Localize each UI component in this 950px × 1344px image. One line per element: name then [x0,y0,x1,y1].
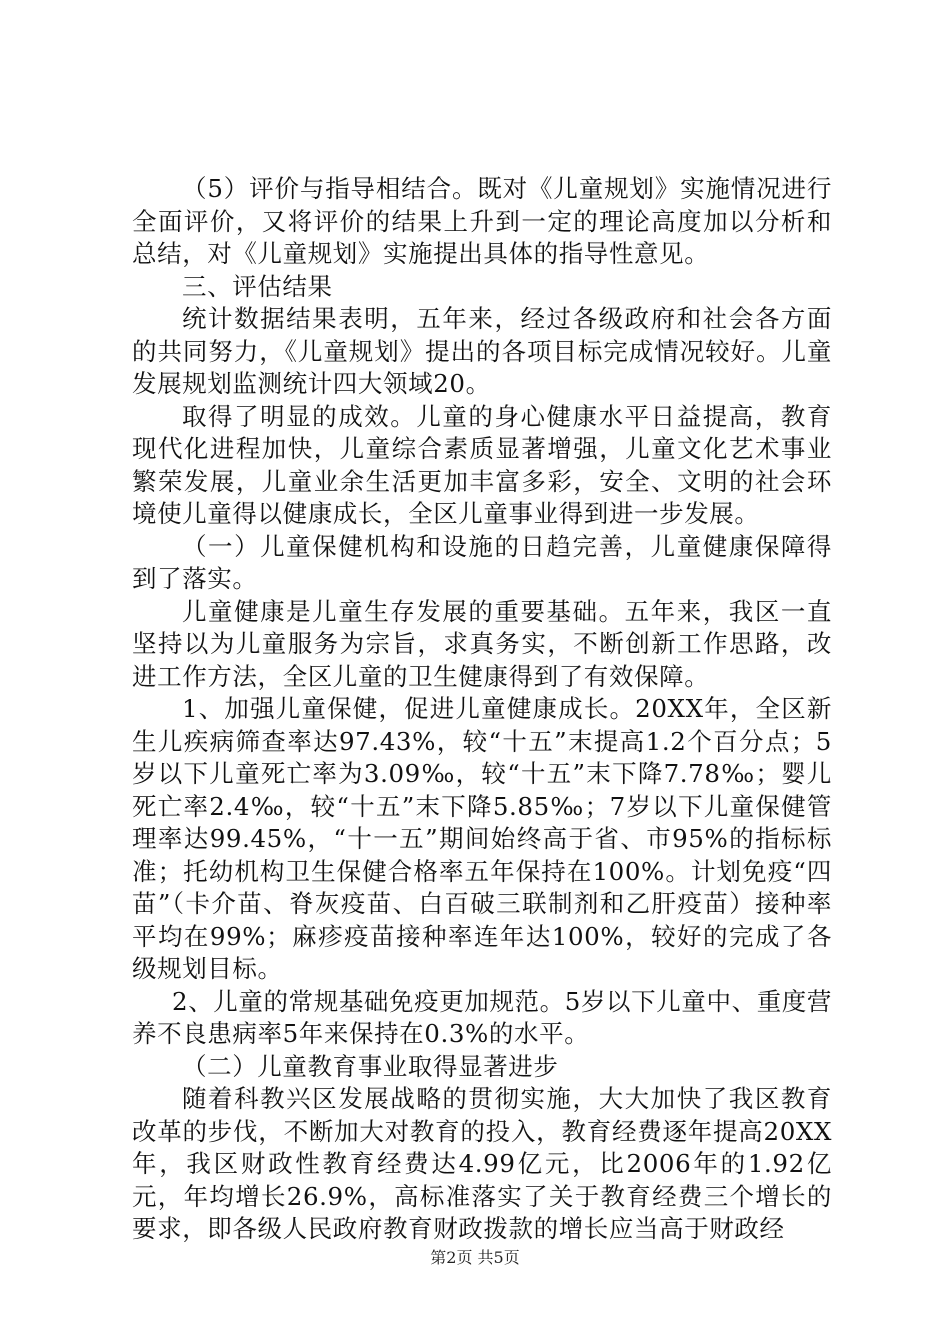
subheading-health-facilities: （一）儿童保健机构和设施的日趋完善，儿童健康保障得到了落实。 [132,531,832,593]
paragraph-immunization: 2、儿童的常规基础免疫更加规范。5岁以下儿童中、重度营养不良患病率5年来保持在0.3%的水平。 [132,986,832,1048]
paragraph-child-health: 儿童健康是儿童生存发展的重要基础。五年来，我区一直坚持以为儿童服务为宗旨，求真务实，不断创新工作思路，改进工作方法，全区儿童的卫生健康得到了有效保障。 [132,596,832,691]
page-number: 第2页 共5页 [430,1248,520,1267]
paragraph-education-funding: 随着科教兴区发展战略的贯彻实施，大大加快了我区教育改革的步伐，不断加大对教育的投入，教育经费逐年提高20XX年，我区财政性教育经费达4.99亿元，比2006年的1.92亿元，年均增长26.9%，高标准落实了关于教育经费三个增长的要求，即各级人民政府教育财政拨款的增长应当高于财政经 [132,1084,832,1243]
subheading-education: （二）儿童教育事业取得显著进步 [182,1051,559,1081]
paragraph-evaluation-guidance: （5）评价与指导相结合。既对《儿童规划》实施情况进行全面评价，又将评价的结果上升到一定的理论高度加以分析和总结，对《儿童规划》实施提出具体的指导性意见。 [132,174,832,268]
paragraph-health-care-stats: 1、加强儿童保健，促进儿童健康成长。20XX年，全区新生儿疾病筛查率达97.43%，较“十五”末提高1.2个百分点；5岁以下儿童死亡率为3.09‰，较“十五”末下降7.78‰；婴儿死亡率2.4‰，较“十五”末下降5.85‰；7岁以下儿童保健管理率达99.45%，“十一五”期间始终高于省、市95%的指标标准；托幼机构卫生保健合格率五年保持在100%。计划免疫“四苗”（卡介苗、脊灰疫苗、白百破三联制剂和乙肝疫苗）接种率平均在99%；麻疹疫苗接种率连年达100%，较好的完成了各级规划目标。 [132,694,832,983]
paragraph-achievements: 取得了明显的成效。儿童的身心健康水平日益提高，教育现代化进程加快，儿童综合素质显著增强，儿童文化艺术事业繁荣发展，儿童业余生活更加丰富多彩，安全、文明的社会环境使儿童得以健康成长，全区儿童事业得到进一步发展。 [132,401,832,528]
paragraph-statistics: 统计数据结果表明，五年来，经过各级政府和社会各方面的共同努力，《儿童规划》提出的各项目标完成情况较好。儿童发展规划监测统计四大领域20。 [132,304,832,398]
section-heading-results: 三、评估结果 [182,271,333,301]
document-body [132,173,832,1246]
page-footer [0,1245,950,1268]
